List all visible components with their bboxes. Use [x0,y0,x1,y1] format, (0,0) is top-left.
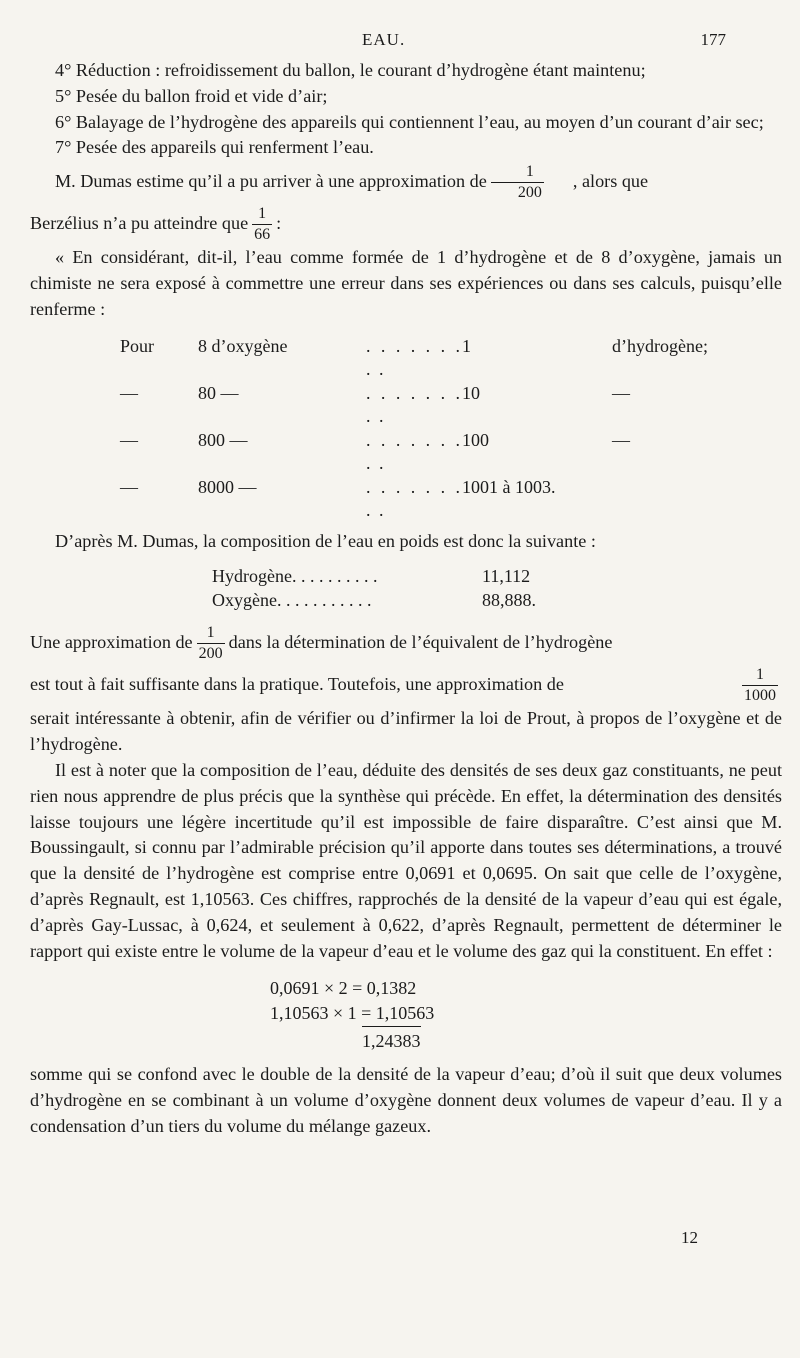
running-header [0,30,800,54]
running-title: EAU. [362,30,406,49]
fraction-numerator: 1 [258,204,267,222]
step-7: 7° Pesée des appareils qui renferment l’eau. [55,137,374,158]
quote-paragraph: « En considérant, dit-il, l’eau comme formée de 1 d’hydrogène et de 8 d’oxygène, jamais un chimiste ne sera exposé à commettre une erreur dans ses expériences ou dans ses calculs, puisqu’elle renferme : [30,247,782,319]
berzelius-text: Berzélius n’a pu atteindre que [30,213,249,234]
cell: — [120,382,138,403]
table-row [120,429,782,476]
composition-label: Oxygène. . . . . . . . . . . [212,590,372,611]
table-row [120,382,782,429]
dumas-composition-intro: D’après M. Dumas, la composition de l’eau en poids est donc la suivante : [55,530,596,551]
cell: 1001 à 1003. [462,476,556,497]
step-6: 6° Balayage de l’hydrogène des appareils qui contiennent l’eau, au moyen d’un courant d’air sec; [55,111,764,132]
cell: 800 — [198,429,248,450]
fraction-numerator: 1 [525,162,534,180]
page-body [30,58,782,1140]
cell: — [120,476,138,497]
fraction-denominator: 200 [198,644,223,662]
cell: 80 — [198,382,239,403]
approximation-continuation: serait intéressante à obtenir, afin de vérifier ou d’infirmer la loi de Prout, à propos de l’oxygène et de l’hydrogène. [30,708,782,755]
cell: — [612,382,630,403]
approx-text-a: Une approximation de [30,632,193,653]
conclusion-paragraph: somme qui se confond avec le double de la densité de la vapeur d’eau; d’où il suit que deux volumes d’hydrogène en se combinant à un volume d’oxygène donnent deux volumes de vapeur d’eau. Il y a condensation d’un tiers du volume du mélange gazeux. [30,1064,782,1136]
dumas-approx-tail: , alors que [572,171,649,192]
composition-value: 88,888. [482,590,536,611]
cell: . . . . . . . . . [366,476,462,521]
cell: 10 [462,382,480,403]
berzelius-line [30,203,782,245]
calc-oxygen: 1,10563 × 1 = 1,10563 [270,1003,435,1024]
density-calculation [270,976,782,1054]
dumas-approx-line [30,161,782,203]
fraction-1-1000 [742,667,778,704]
approx-text-c: est tout à fait suffisante dans la pratique. Toutefois, une approximation de [30,674,564,695]
cell: — [612,429,630,450]
composition-label: Hydrogène. . . . . . . . . . [212,566,378,587]
signature-mark: 12 [681,1228,698,1247]
page-number: 177 [700,30,726,49]
table-row [120,476,782,523]
cell: d’hydrogène; [612,335,708,356]
fraction-1-66 [252,206,272,243]
approx-text-b: dans la détermination de l’équivalent de l’hydrogène [228,632,613,653]
proportions-table [120,335,782,523]
table-row [212,564,782,588]
density-paragraph: Il est à noter que la composition de l’eau, déduite des densités de ses deux gaz constituants, ne peut rien nous apprendre de plus précis que la synthèse qui précède. En effet, la détermination des densités laisse toujours une légère incertitude qu’il est impossible de faire disparaître. C’est ainsi que M. Boussingault, si connu par l’admirable précision qu’il apporte dans toutes ses déterminations, a trouvé que la densité de l’hydrogène est comprise entre 0,0691 et 0,0695. On sait que celle de l’oxygène, d’après Regnault, est 1,10563. Ces chiffres, rapprochés de la densité de la vapeur d’eau qui est égale, d’après Gay-Lussac, à 0,624, et seulement à 0,622, d’après Regnault, permettent de déterminer le rapport qui existe entre le volume de la vapeur d’eau et le volume des gaz qui la constituent. En effet : [30,759,782,961]
dumas-approx-text: M. Dumas estime qu’il a pu arriver à une approximation de [55,171,487,192]
cell: . . . . . . . . . [366,382,462,427]
cell: 1 [462,335,471,356]
step-4: 4° Réduction : refroidissement du ballon, le courant d’hydrogène étant maintenu; [55,60,646,80]
step-5: 5° Pesée du ballon froid et vide d’air; [55,85,328,106]
calc-sum: 1,24383 [362,1026,421,1054]
cell: . . . . . . . . . [366,335,462,380]
table-row [212,588,782,612]
fraction-denominator: 1000 [744,686,776,704]
fraction-1-200-b [197,625,225,662]
cell: Pour [120,335,155,356]
table-row [120,335,782,382]
berzelius-tail: : [276,213,282,234]
calc-hydrogen: 0,0691 × 2 = 0,1382 [270,978,417,999]
fraction-denominator: 66 [254,225,271,243]
cell: 100 [462,429,489,450]
cell: 8000 — [198,476,257,497]
composition-table [212,564,782,612]
fraction-1-200 [491,164,544,201]
composition-value: 11,112 [482,566,531,587]
approximation-line-2 [30,664,782,706]
fraction-numerator: 1 [206,623,215,641]
cell: . . . . . . . . . [366,429,462,474]
cell: — [120,429,138,450]
fraction-numerator: 1 [756,665,764,683]
approximation-line-1 [30,622,782,664]
fraction-denominator: 200 [491,182,544,201]
cell: 8 d’oxygène [198,335,288,356]
